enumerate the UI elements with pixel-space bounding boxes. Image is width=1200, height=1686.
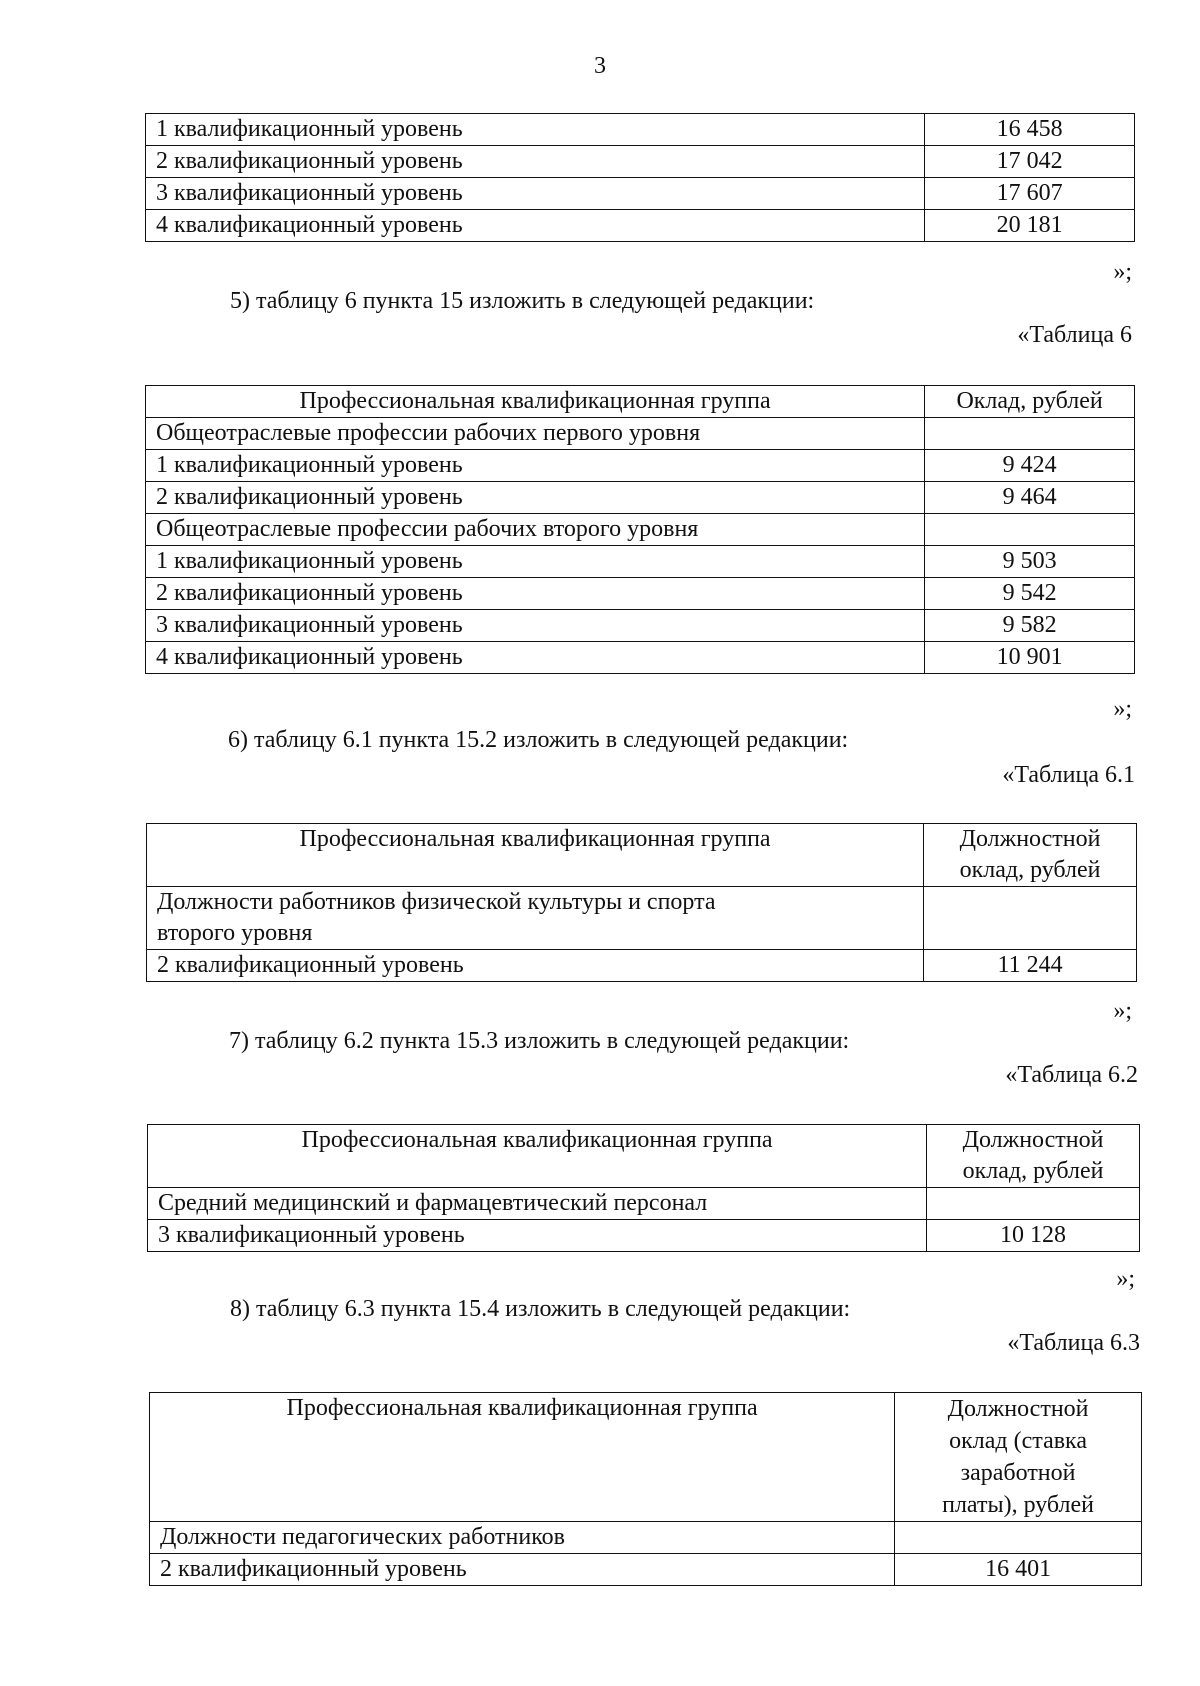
header-salary-line: Должностной	[959, 826, 1101, 852]
row-label: 2 квалификационный уровень	[146, 482, 925, 514]
row-label: Средний медицинский и фармацевтический персонал	[148, 1188, 927, 1220]
table-row	[150, 1554, 1142, 1586]
row-label-line: второго уровня	[157, 920, 313, 946]
table-row	[148, 1220, 1140, 1252]
table-row	[146, 178, 1135, 210]
header-salary-line: Должностной	[947, 1396, 1089, 1422]
header-group: Профессиональная квалификационная группа	[147, 824, 924, 887]
header-salary	[924, 824, 1137, 887]
table-caption-6-2: «Таблица 6.2	[1005, 1062, 1138, 1088]
header-group: Профессиональная квалификационная группа	[146, 386, 925, 418]
row-value: 20 181	[925, 210, 1135, 242]
table-row	[146, 610, 1135, 642]
table-row	[146, 450, 1135, 482]
row-value: 9 424	[925, 450, 1135, 482]
row-value: 10 901	[925, 642, 1135, 674]
row-value: 17 607	[925, 178, 1135, 210]
header-salary-line: оклад, рублей	[959, 857, 1101, 883]
table-row	[146, 482, 1135, 514]
table-header-row	[147, 824, 1137, 887]
row-label	[147, 887, 924, 950]
header-salary	[895, 1393, 1142, 1522]
row-label: 4 квалификационный уровень	[146, 642, 925, 674]
header-salary: Оклад, рублей	[925, 386, 1135, 418]
salary-table-continued	[145, 113, 1135, 242]
row-label-line: Должности работников физической культуры и спорта	[157, 889, 716, 915]
closing-quote: »;	[1116, 1266, 1135, 1292]
table-row	[146, 514, 1135, 546]
table-row	[146, 418, 1135, 450]
row-label: Должности педагогических работников	[150, 1522, 895, 1554]
page-number: 3	[594, 53, 606, 79]
row-value: 9 503	[925, 546, 1135, 578]
header-salary-line: оклад, рублей	[962, 1158, 1104, 1184]
header-group: Профессиональная квалификационная группа	[148, 1125, 927, 1188]
row-label: 3 квалификационный уровень	[148, 1220, 927, 1252]
row-label: 2 квалификационный уровень	[146, 578, 925, 610]
instruction-6: 6) таблицу 6.1 пункта 15.2 изложить в следующей редакции:	[228, 727, 849, 753]
header-salary	[927, 1125, 1140, 1188]
row-label: 1 квалификационный уровень	[146, 546, 925, 578]
table-caption-6-3: «Таблица 6.3	[1007, 1330, 1140, 1356]
header-salary-line: Должностной	[962, 1127, 1104, 1153]
row-value	[924, 887, 1137, 950]
salary-table-6	[145, 385, 1135, 674]
row-value: 9 582	[925, 610, 1135, 642]
table-row	[146, 146, 1135, 178]
row-value	[895, 1522, 1142, 1554]
salary-table-6-1	[146, 823, 1137, 982]
instruction-5: 5) таблицу 6 пункта 15 изложить в следующей редакции:	[230, 288, 815, 314]
table-header-row	[150, 1393, 1142, 1522]
row-label: 4 квалификационный уровень	[146, 210, 925, 242]
table-row	[146, 642, 1135, 674]
table-row	[146, 210, 1135, 242]
row-label: 3 квалификационный уровень	[146, 178, 925, 210]
instruction-8: 8) таблицу 6.3 пункта 15.4 изложить в следующей редакции:	[230, 1296, 851, 1322]
row-label: 2 квалификационный уровень	[146, 146, 925, 178]
salary-table-6-3	[149, 1392, 1142, 1586]
row-label: 1 квалификационный уровень	[146, 450, 925, 482]
table-row	[147, 887, 1137, 950]
salary-table-6-2	[147, 1124, 1140, 1252]
header-salary-line: заработной	[960, 1460, 1076, 1486]
row-value: 16 401	[895, 1554, 1142, 1586]
table-header-row	[146, 386, 1135, 418]
row-label: 1 квалификационный уровень	[146, 114, 925, 146]
row-label: 3 квалификационный уровень	[146, 610, 925, 642]
row-value: 9 464	[925, 482, 1135, 514]
header-group: Профессиональная квалификационная группа	[150, 1393, 895, 1522]
instruction-7: 7) таблицу 6.2 пункта 15.3 изложить в следующей редакции:	[229, 1028, 850, 1054]
row-label: 2 квалификационный уровень	[147, 950, 924, 982]
row-value: 17 042	[925, 146, 1135, 178]
closing-quote: »;	[1113, 696, 1132, 722]
table-row	[146, 546, 1135, 578]
table-row	[150, 1522, 1142, 1554]
row-value: 10 128	[927, 1220, 1140, 1252]
row-value: 16 458	[925, 114, 1135, 146]
table-row	[147, 950, 1137, 982]
table-header-row	[148, 1125, 1140, 1188]
row-label: Общеотраслевые профессии рабочих второго уровня	[146, 514, 925, 546]
row-value	[925, 418, 1135, 450]
row-value	[927, 1188, 1140, 1220]
table-caption-6: «Таблица 6	[1017, 322, 1132, 348]
table-caption-6-1: «Таблица 6.1	[1002, 762, 1135, 788]
table-row	[148, 1188, 1140, 1220]
row-value: 11 244	[924, 950, 1137, 982]
header-salary-line: платы), рублей	[942, 1492, 1095, 1518]
table-row	[146, 578, 1135, 610]
row-label: Общеотраслевые профессии рабочих первого уровня	[146, 418, 925, 450]
row-value: 9 542	[925, 578, 1135, 610]
closing-quote: »;	[1113, 259, 1132, 285]
table-row	[146, 114, 1135, 146]
row-value	[925, 514, 1135, 546]
closing-quote: »;	[1113, 998, 1132, 1024]
header-salary-line: оклад (ставка	[949, 1428, 1087, 1454]
row-label: 2 квалификационный уровень	[150, 1554, 895, 1586]
